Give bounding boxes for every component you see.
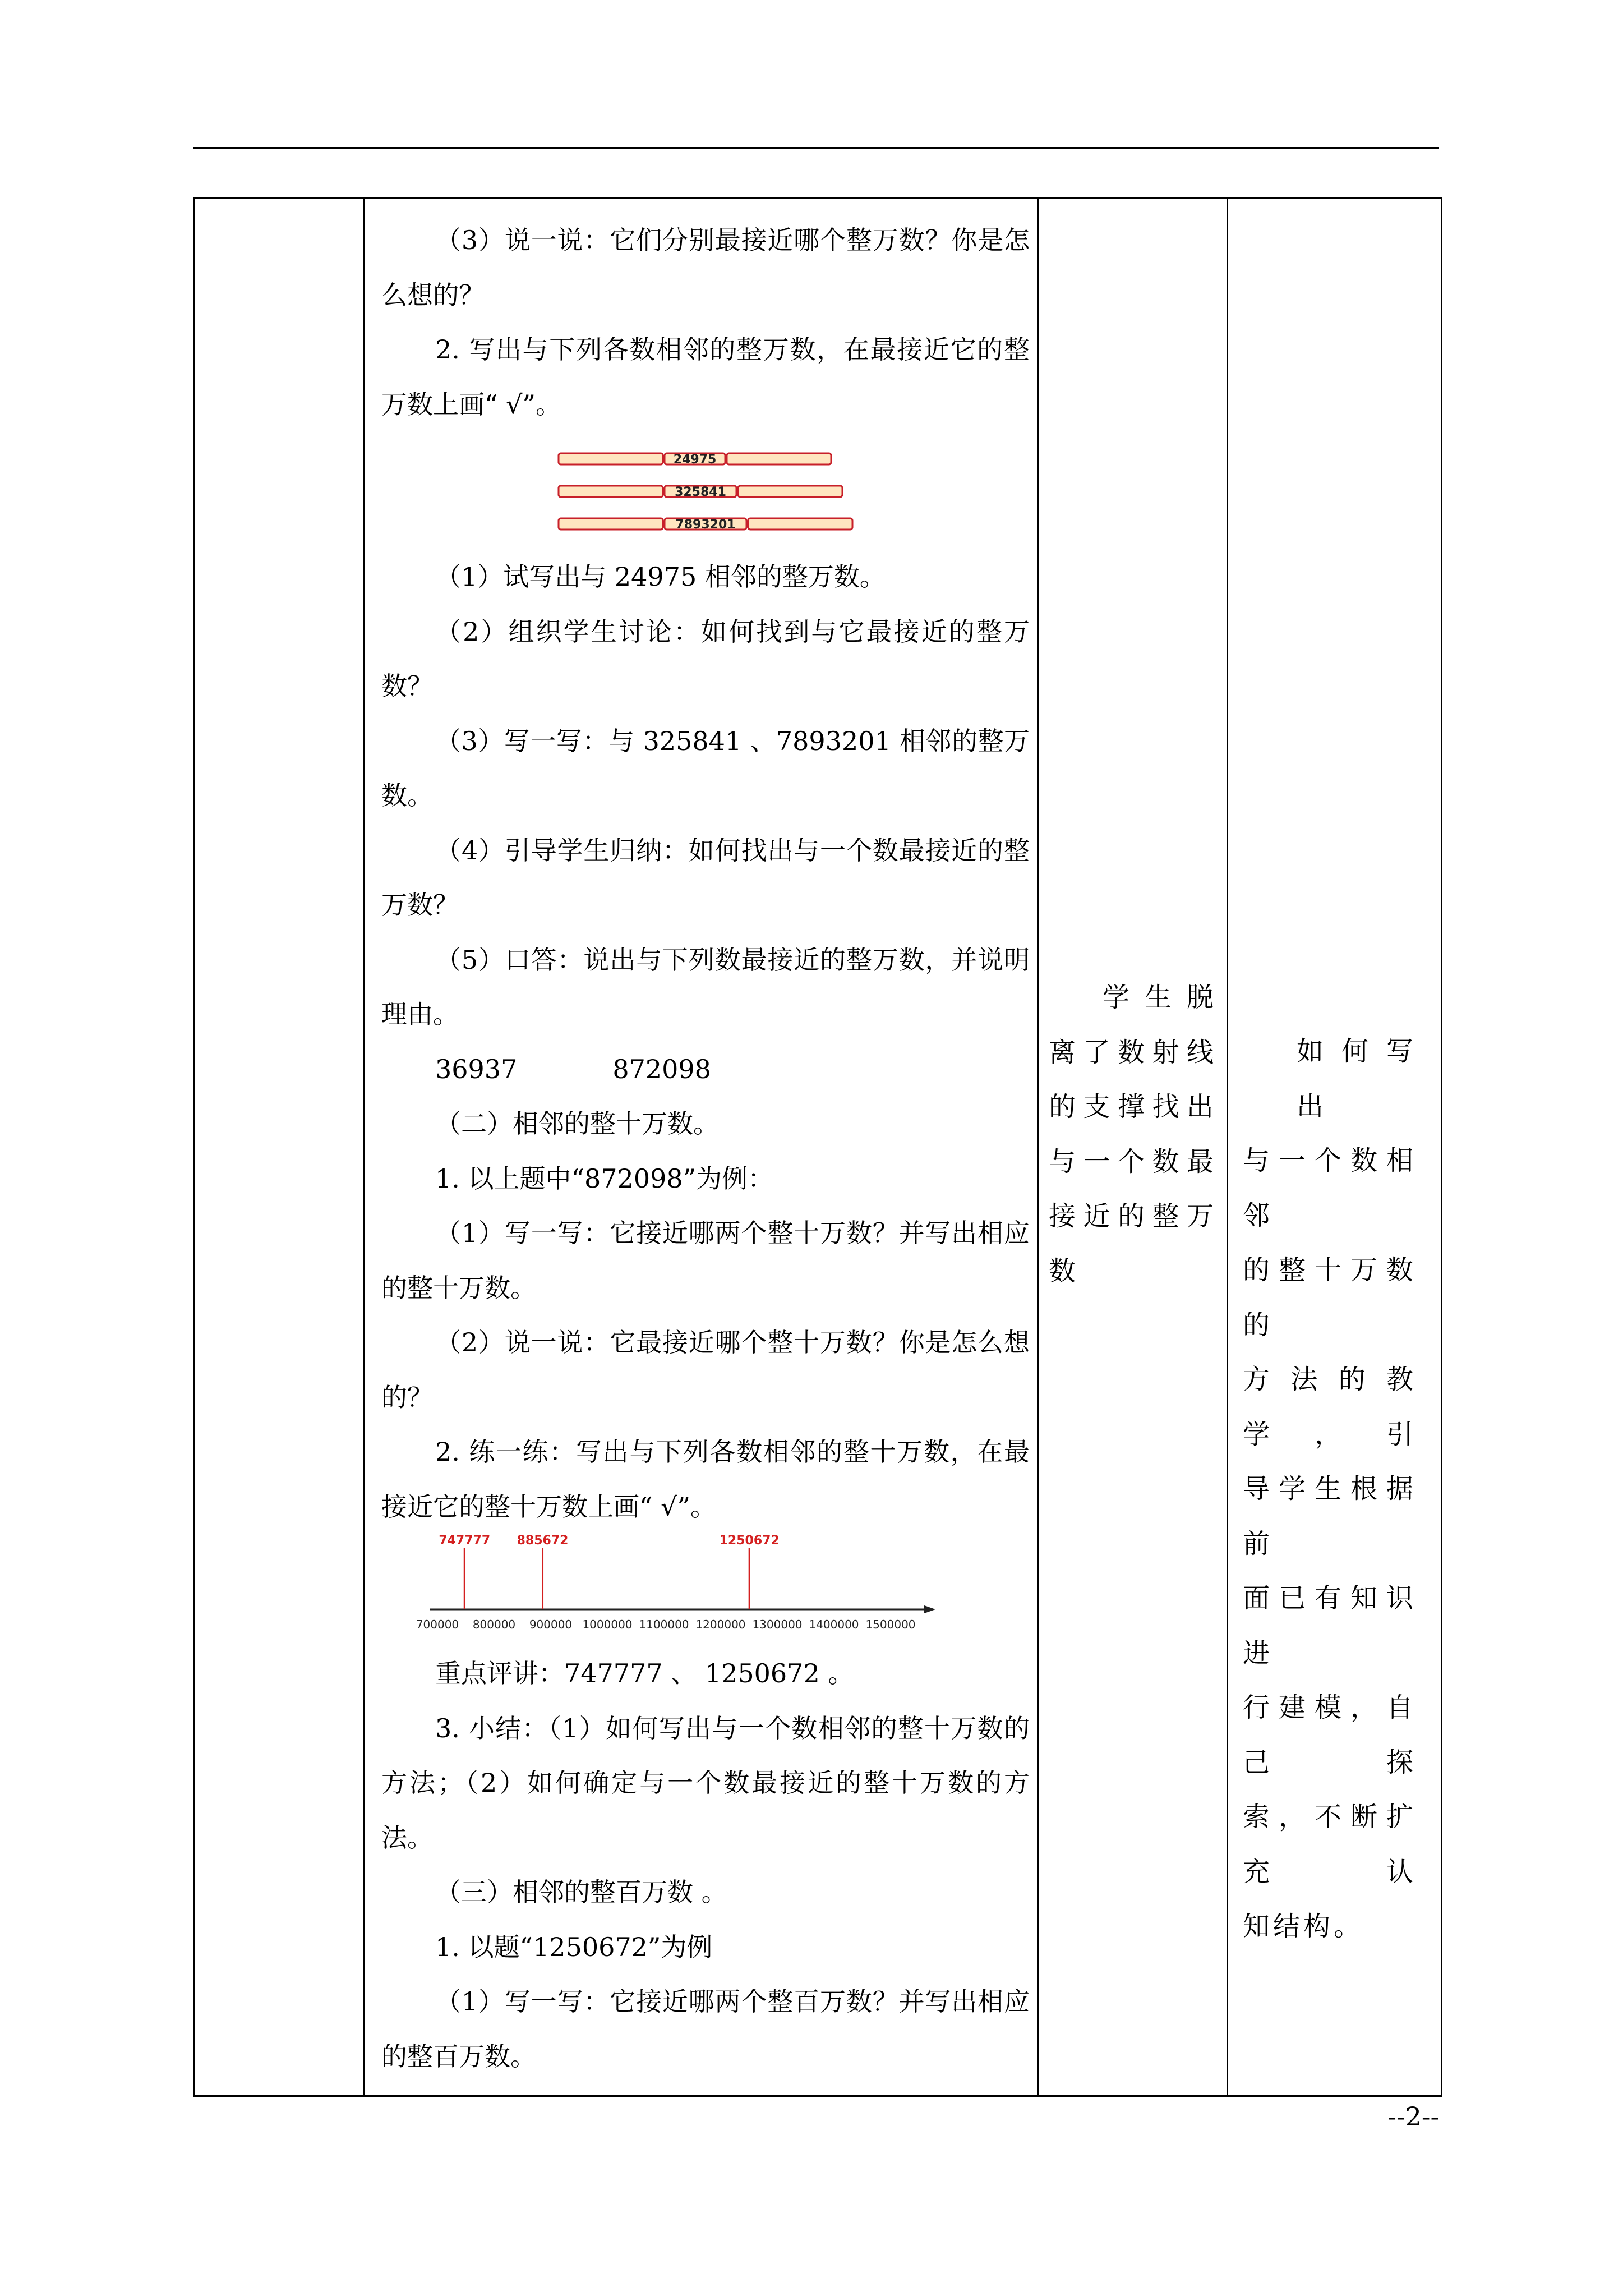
section-heading: （三）相邻的整百万数 。: [435, 1877, 727, 1907]
cell-line: 数: [1049, 1255, 1080, 1287]
section-heading: （二）相邻的整十万数。: [435, 1108, 719, 1139]
box-left-1: [559, 453, 663, 464]
cell-line: 与一个数最: [1049, 1145, 1217, 1177]
paragraph: 重点评讲：747777 、 1250672 。: [435, 1658, 854, 1688]
paragraph: （5）口答：说出与下列数最接近的整万数，并说明理由。: [381, 944, 1030, 1029]
box-right-2: [738, 486, 842, 497]
paragraph: （1）写一写：它接近哪两个整百万数？并写出相应的整百万数。: [381, 1986, 1030, 2072]
cell-line: 知结构。: [1243, 1911, 1364, 1942]
cell-line: 接近的整万: [1049, 1200, 1217, 1232]
cell-line: 与一个数相邻: [1243, 1145, 1417, 1231]
tick-label: 1000000: [582, 1618, 633, 1631]
tick-label: 1200000: [695, 1618, 746, 1631]
student-activity-cell: [1049, 970, 1217, 1299]
tick-label: 1300000: [752, 1618, 803, 1631]
number-line: [381, 1534, 1030, 1646]
cell-line: 面已有知识进: [1243, 1582, 1417, 1669]
tick-label: 1100000: [639, 1618, 689, 1631]
teaching-process-cell: [381, 213, 1030, 2084]
cell-line: 如何写出: [1297, 1036, 1417, 1122]
mark-label: 885672: [517, 1534, 569, 1548]
number-a: 36937: [435, 1053, 518, 1084]
box-label-2: 325841: [675, 485, 726, 499]
paragraph: （2）说一说：它最接近哪个整十万数？你是怎么想的？: [381, 1327, 1030, 1412]
paragraph: （3）说一说：它们分别最接近哪个整万数？你是怎么想的？: [381, 225, 1030, 310]
paragraph-numbers: [381, 1042, 1030, 1097]
table-divider-3: [1227, 199, 1228, 2095]
design-intent-cell: [1243, 1024, 1417, 1954]
axis-arrow: [924, 1605, 935, 1613]
cell-line: 方法的教学，引: [1243, 1364, 1417, 1450]
number-box-figure: [381, 432, 1030, 550]
paragraph: （3）写一写：与 325841 、7893201 相邻的整万数。: [381, 725, 1030, 811]
mark-label: 747777: [439, 1534, 491, 1548]
box-label-3: 7893201: [675, 518, 736, 532]
box-label-1: 24975: [673, 453, 717, 467]
table-divider-1: [363, 199, 365, 2095]
paragraph: 2. 写出与下列各数相邻的整万数，在最接近它的整万数上画“ √”。: [381, 334, 1030, 420]
cell-line: 索，不断扩充认: [1243, 1801, 1417, 1888]
box-left-3: [559, 518, 663, 530]
box-right-1: [727, 453, 831, 464]
box-right-3: [748, 518, 852, 530]
tick-label: 700000: [416, 1618, 459, 1631]
paragraph: 1. 以题“1250672”为例: [435, 1931, 713, 1962]
cell-line: 行建模，自己探: [1243, 1692, 1417, 1778]
paragraph: 1. 以上题中“872098”为例：: [435, 1163, 774, 1194]
number-line-figure: [381, 1534, 1030, 1646]
paragraph: （4）引导学生归纳：如何找出与一个数最接近的整万数？: [381, 835, 1030, 920]
page-number: --2--: [1387, 2101, 1439, 2132]
mark-label: 1250672: [719, 1534, 780, 1548]
paragraph: （2）组织学生讨论：如何找到与它最接近的整万数？: [381, 616, 1030, 701]
cell-line: 导学生根据前: [1243, 1473, 1417, 1559]
paragraph: （1）写一写：它接近哪两个整十万数？并写出相应的整十万数。: [381, 1218, 1030, 1303]
paragraph: 3. 小结：（1）如何写出与一个数相邻的整十万数的方法；（2）如何确定与一个数最接近的整十万数的方法。: [381, 1713, 1030, 1853]
number-boxes: [381, 432, 1030, 550]
header-rule: [193, 147, 1439, 149]
cell-line: 的整十万数的: [1243, 1254, 1417, 1341]
table-divider-2: [1037, 199, 1039, 2095]
paragraph: 2. 练一练：写出与下列各数相邻的整十万数，在最接近它的整十万数上画“ √”。: [381, 1437, 1030, 1522]
number-b: 872098: [612, 1053, 711, 1084]
paragraph: （1）试写出与 24975 相邻的整万数。: [435, 562, 886, 592]
cell-line: 学生脱: [1103, 982, 1217, 1013]
tick-label: 1500000: [865, 1618, 916, 1631]
cell-line: 的支撑找出: [1049, 1091, 1217, 1122]
box-left-2: [559, 486, 663, 497]
tick-label: 900000: [529, 1618, 573, 1631]
cell-line: 离了数射线: [1049, 1036, 1217, 1068]
tick-label: 800000: [472, 1618, 516, 1631]
tick-label: 1400000: [809, 1618, 859, 1631]
